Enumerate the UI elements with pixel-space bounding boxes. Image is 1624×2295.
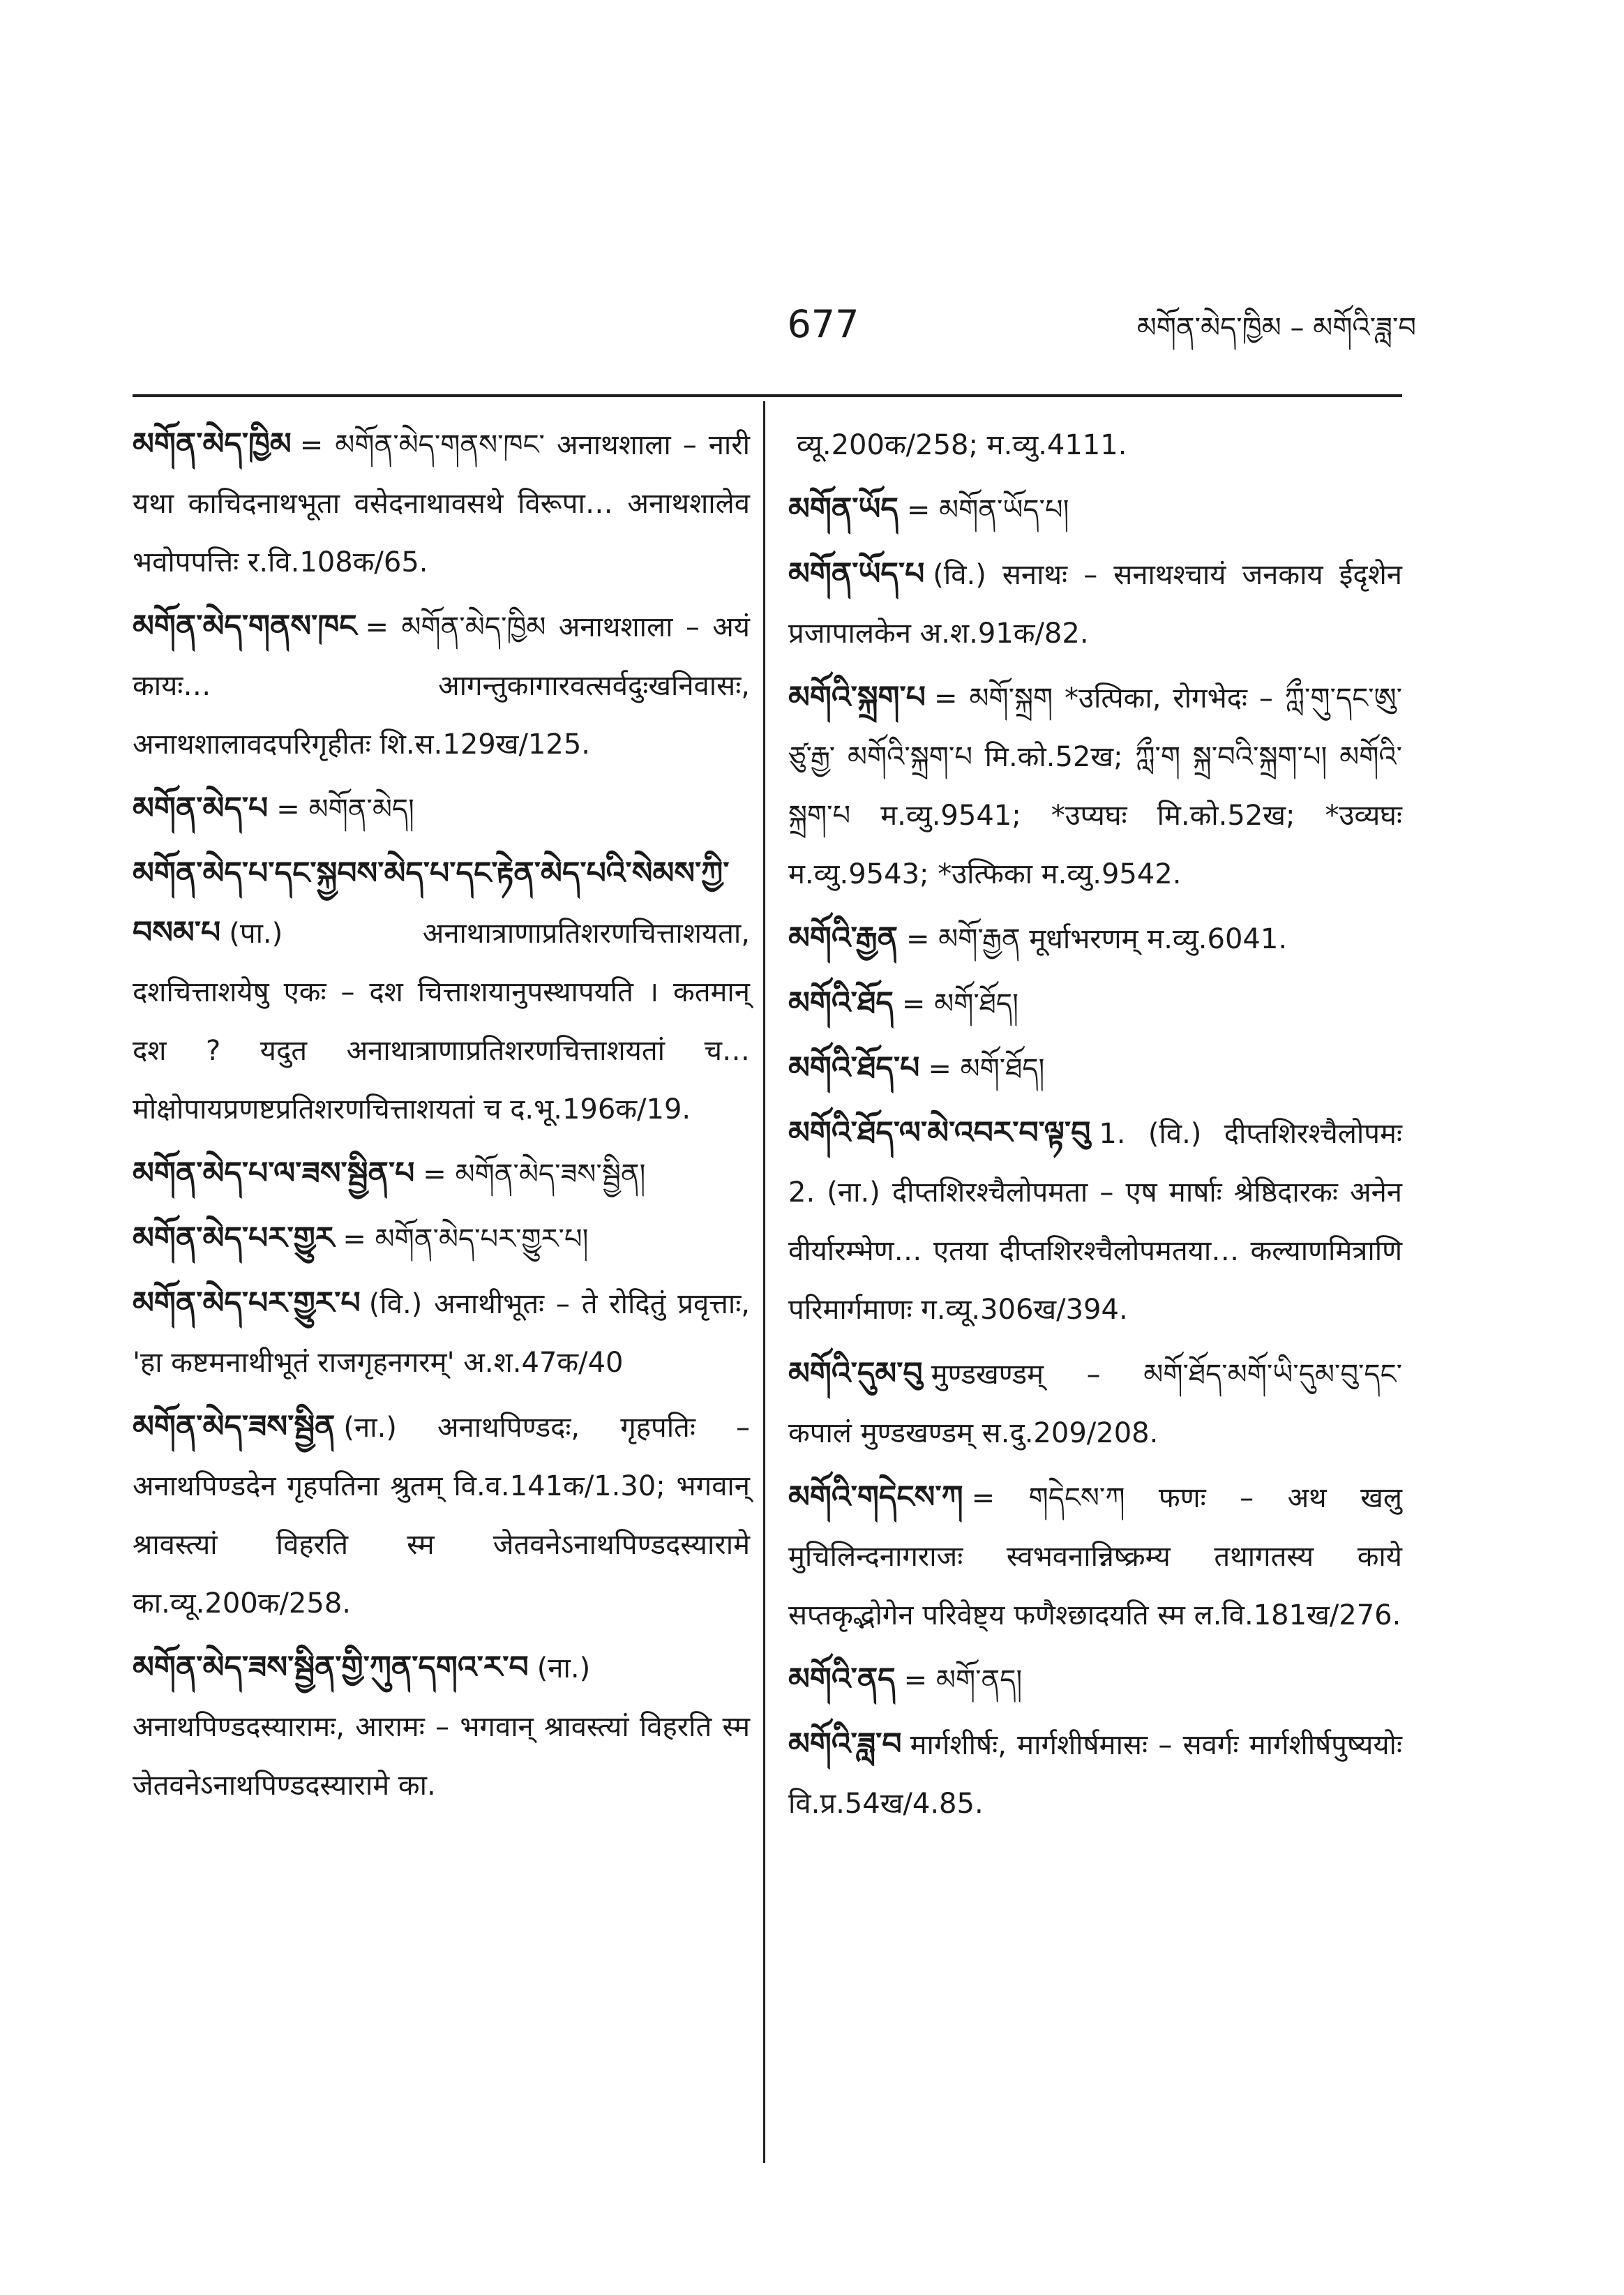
headword: མགོའི་ཐོད་པ	[788, 1050, 920, 1086]
dictionary-entry	[133, 1209, 750, 1269]
header-rule	[133, 394, 1402, 397]
headword: མགོན་མེད་པ་ལ་ཟས་སྦྱིན་པ	[133, 1156, 415, 1191]
headword: མགོན་མེད་ཟས་སྦྱིན་གྱི་ཀུན་དགའ་ར་བ	[133, 1650, 529, 1685]
dictionary-entry	[788, 1039, 1402, 1098]
entry-text: = མགོ་ཐོད།	[928, 1053, 1045, 1085]
page-header	[133, 300, 1416, 384]
entry-text: व्यू.200क/258; म.व्यु.4111.	[797, 429, 1127, 461]
entry-text: 1. (वि.) दीप्तशिरश्चैलोपमः 2. (ना.) दीप्तशिरश्चैलोपमता – एष मार्षाः श्रेष्ठिदारकः अनेन वीर्यारम्भेण… एतया दीप्तशिरश्चैलोपमतया… कल्याणमित्राणि परिमार्गमाणः ग.व्यू.306ख/394.	[788, 1118, 1402, 1326]
entry-text: (पा.) अनाथात्राणाप्रतिशरणचित्ताशयता, दशचित्ताशयेषु एकः – दश चित्ताशयानुपस्थापयति । कतमान् दश ? यदुत अनाथात्राणाप्रतिशरणचित्ताशयतां च… मोक्षोपायप्रणष्टप्रतिशरणचित्ताशयतां च द.भू.196क/19.	[133, 918, 750, 1126]
headword: མགོའི་སྐྲག་པ	[788, 680, 926, 715]
dictionary-entry	[133, 415, 750, 592]
running-head: མགོན་མེད་ཁྱིམ – མགོའི་ཟླ་བ	[1136, 312, 1416, 344]
right-column	[788, 415, 1402, 1839]
entry-text: (वि.) सनाथः – सनाथश्चायं जनकाय ईदृशेन प्रजापालकेन अ.श.91क/82.	[788, 559, 1402, 650]
dictionary-entry	[788, 1650, 1402, 1710]
entry-text: = གདེངས་ཀ फणः – अथ खलु मुचिलिन्दनागराजः स्वभवनान्निष्क्रम्य तथागतस्य काये सप्तकृद्भोगेन परिवेष्ट्य फणैश्छादयति स्म ल.वि.181ख/276.	[788, 1482, 1402, 1631]
headword: མགོའི་དུམ་བུ	[788, 1356, 923, 1391]
dictionary-entry	[133, 1398, 750, 1633]
entry-text: (ना.) अनाथपिण्डदस्यारामः, आरामः – भगवान् श्रावस्त्यां विहरति स्म जेतवनेऽनाथपिण्डदस्यारामे का.	[133, 1652, 750, 1802]
dictionary-entry	[788, 415, 1402, 474]
headword: མགོན་ཡོད་པ	[788, 556, 925, 592]
entry-text: = མགོན་ཡོད་པ།	[906, 494, 1069, 526]
dictionary-entry	[133, 1274, 750, 1392]
headword: མགོན་མེད་གནས་ཁང	[133, 608, 357, 644]
dictionary-entry	[788, 1345, 1402, 1463]
entry-text: = མགོན་མེད་ཟས་སྦྱིན།	[423, 1158, 646, 1190]
dictionary-entry	[133, 779, 750, 839]
entry-text: = མགོན་མེད་པར་གྱུར་པ།	[343, 1223, 589, 1255]
dictionary-entry	[788, 1715, 1402, 1833]
entry-text: = མགོ་སྐྲག *उत्पिका, रोगभेदः – ཀླྀ་གུ་དང་ཨུ་ཙུ་རྒྱ་ མགོའི་སྐྲག་པ मि.को.52ख; ཀླྀ་ག སྐྲ་བའི་སྐྲག་པ། མགོའི་སྐྲག་པ म.व्यु.9541; *उप्यघः मि.को.52ख; *उव्यघः म.व्यु.9543; *उत्फिका म.व्यु.9542.	[788, 682, 1402, 890]
entry-text: = མགོ་ནད།	[903, 1664, 1023, 1696]
entry-text: = མགོན་མེད་གནས་ཁང་ अनाथशाला – नारी यथा काचिदनाथभूता वसेदनाथावसथे विरूपा… अनाथशालेव भवोपपत्तिः र.वि.108क/65.	[133, 429, 750, 578]
dictionary-entry	[788, 668, 1402, 904]
entry-text: = མགོ་ཐོད།	[901, 988, 1018, 1020]
headword: མགོན་མེད་པར་གྱུར་པ	[133, 1285, 361, 1321]
dictionary-entry	[788, 1468, 1402, 1645]
entry-text: (ना.) अनाथपिण्डदः, गृहपतिः – अनाथपिण्डदेन गृहपतिना श्रुतम् वि.व.141क/1.30; भगवान् श्रावस्त्यां विहरति स्म जेतवनेऽनाथपिण्डदस्यारामे का.व्यू.200क/258.	[133, 1412, 750, 1620]
dictionary-entry	[788, 909, 1402, 969]
entry-text: मार्गशीर्षः, मार्गशीर्षमासः – सवर्गः मार्गशीर्षपुष्ययोः वि.प्र.54ख/4.85.	[788, 1729, 1402, 1820]
headword: མགོའི་ཐོད་ལ་མེ་འབར་བ་ལྟ་བུ	[788, 1115, 1091, 1151]
entry-text: = མགོ་རྒྱན मूर्धाभरणम् म.व्यु.6041.	[905, 923, 1288, 955]
dictionary-entry	[133, 597, 750, 774]
dictionary-entry	[788, 974, 1402, 1033]
headword: མགོན་མེད་ཟས་སྦྱིན	[133, 1409, 336, 1444]
entry-text: = མགོན་མེད་ཁྱིམ अनाथशाला – अयं कायः… आगन्तुकागारवत्सर्वदुःखनिवासः, अनाथशालावदपरिगृहीतः शि.स.129ख/125.	[133, 611, 750, 761]
left-column	[133, 415, 750, 1821]
dictionary-entry	[788, 480, 1402, 539]
dictionary-entry	[133, 844, 750, 1139]
headword: མགོན་མེད་པ་དང་སྐྱབས་མེད་པ་དང་རྟེན་མེད་པའི་སེམས་ཀྱི་བསམ་པ	[133, 855, 730, 950]
headword: མགོའི་གདེངས་ཀ	[788, 1479, 963, 1515]
entry-text: (वि.) अनाथीभूतः – ते रोदितुं प्रवृत्ताः, 'हा कष्टमनाथीभूतं राजगृहनगरम्' अ.श.47क/40	[133, 1288, 750, 1379]
headword: མགོའི་རྒྱན	[788, 920, 898, 956]
page-number: 677	[787, 302, 859, 346]
dictionary-entry	[133, 1638, 750, 1815]
entry-text: मुण्डखण्डम् – མགོ་ཐོད་མགོ་ཡི་དུམ་བུ་དང་ कपालं मुण्डखण्डम् स.दु.209/208.	[788, 1359, 1402, 1449]
headword: མགོན་མེད་ཁྱིམ	[133, 426, 292, 462]
entry-text: = མགོན་མེད།	[276, 793, 414, 825]
dictionary-entry	[133, 1144, 750, 1204]
headword: མགོའི་ཟླ་བ	[788, 1726, 902, 1762]
headword: མགོན་མེད་པ	[133, 791, 269, 826]
headword: མགོན་མེད་པར་གྱུར	[133, 1220, 335, 1256]
dictionary-entry	[788, 1104, 1402, 1339]
dictionary-entry	[788, 545, 1402, 663]
headword: མགོའི་ནད	[788, 1661, 896, 1697]
headword: མགོན་ཡོད	[788, 491, 899, 527]
column-divider	[763, 401, 765, 2163]
headword: མགོའི་ཐོད	[788, 985, 894, 1021]
